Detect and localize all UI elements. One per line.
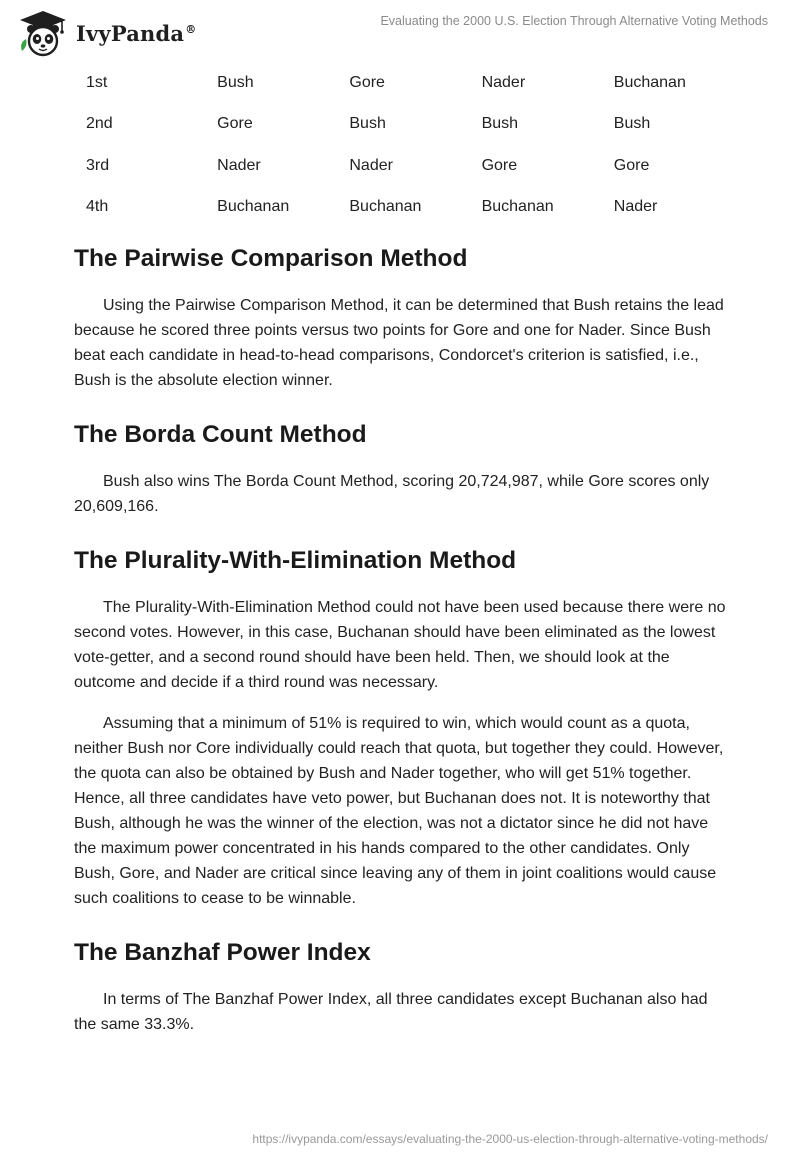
table-cell: Nader: [481, 73, 526, 91]
paragraph-borda: Bush also wins The Borda Count Method, scoring 20,724,987, while Gore scores only 20,609,166.: [74, 473, 710, 515]
table-row: [74, 187, 734, 229]
table-row: [74, 145, 734, 187]
article-body: [74, 237, 730, 1037]
section-heading-plurality: The Plurality-With-Elimination Method: [74, 547, 517, 574]
table-cell: Gore: [217, 115, 253, 133]
page-header: [0, 0, 800, 70]
table-cell: Bush: [349, 115, 386, 133]
source-url[interactable]: https://ivypanda.com/essays/evaluating-the-2000-us-election-through-alternative-voting-methods/: [252, 1132, 768, 1146]
table-cell: Gore: [613, 156, 650, 174]
panda-logo-icon: [16, 9, 70, 57]
table-cell: Buchanan: [217, 198, 290, 216]
brand-name: IvyPanda®: [76, 20, 197, 46]
table-cell: Bush: [613, 115, 651, 133]
table-cell: Nader: [349, 156, 393, 174]
paragraph-pairwise: Using the Pairwise Comparison Method, it can be determined that Bush retains the lead because he scored three points versus two points for Gore and one for Nader. Since Bush beat each candidate in head-to-head comparisons, Condorcet's criterion is satisfied, i.e., Bush is the absolute election winner.: [74, 297, 724, 389]
table-row: [74, 104, 734, 146]
table-cell: Buchanan: [349, 198, 422, 216]
paragraph-banzhaf: In terms of The Banzhaf Power Index, all three candidates except Buchanan also had the same 33.3%.: [74, 991, 708, 1033]
table-cell: Buchanan: [613, 73, 686, 91]
table-cell: Bush: [481, 115, 519, 133]
table-cell: Nader: [613, 198, 658, 216]
paragraph-plurality-1: The Plurality-With-Elimination Method could not have been used because there were no second votes. However, in this case, Buchanan should have been eliminated as the lowest vote-getter, and a second round should have been held. Then, we should look at the outcome and decide if a third round was necessary.: [74, 599, 726, 691]
table-cell: Bush: [217, 73, 254, 91]
table-cell: Nader: [217, 156, 261, 174]
rank-cell: 1st: [86, 73, 108, 91]
rank-cell: 2nd: [86, 115, 113, 133]
section-heading-banzhaf: The Banzhaf Power Index: [74, 939, 371, 966]
table-cell: Gore: [481, 156, 518, 174]
paragraph-plurality-2: Assuming that a minimum of 51% is required to win, which would count as a quota, neither Bush nor Core individually could reach that quota, but together they could. However, the quota can also be obtained by Bush and Nader together, who will get 51% together. Hence, all three candidates have veto power, but Buchanan does not. It is noteworthy that Bush, although he was the winner of the election, was not a dictator since he did not have the maximum power concentrated in his hands compared to the other candidates. Only Bush, Gore, and Nader are critical since leaving any of them in joint coalitions would cause such coalitions to cease to be winnable.: [74, 715, 724, 907]
table-row: [74, 62, 734, 104]
table-cell: Buchanan: [481, 198, 554, 216]
rank-cell: 3rd: [86, 156, 110, 174]
section-heading-borda: The Borda Count Method: [74, 421, 367, 448]
ivypanda-logo[interactable]: [16, 7, 196, 59]
ranking-table: [74, 62, 734, 228]
registered-mark: ®: [185, 22, 197, 36]
document-title: Evaluating the 2000 U.S. Election Through Alternative Voting Methods: [380, 14, 768, 28]
table-cell: Gore: [349, 73, 385, 91]
rank-cell: 4th: [86, 198, 109, 216]
section-heading-pairwise: The Pairwise Comparison Method: [74, 245, 468, 272]
